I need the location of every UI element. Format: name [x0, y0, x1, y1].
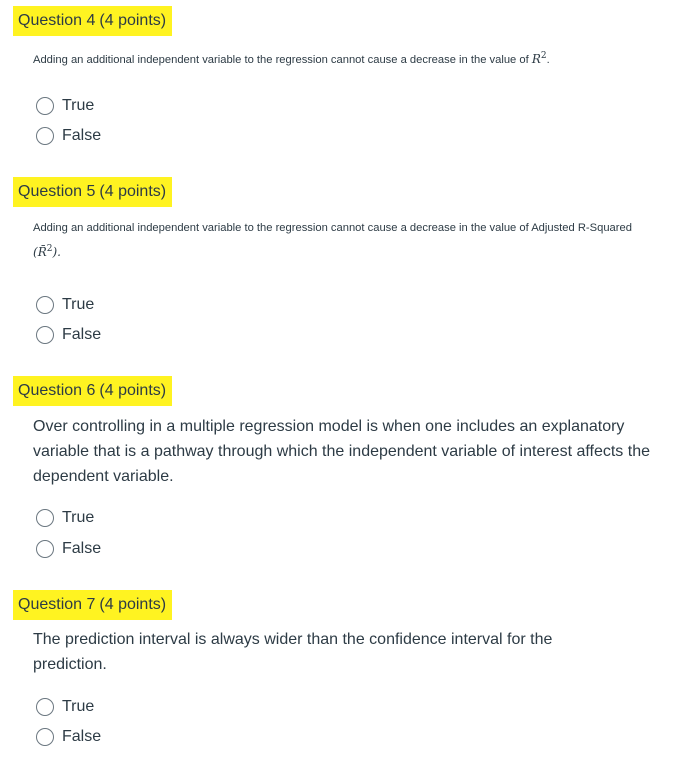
- question-6-option-true[interactable]: [36, 507, 94, 529]
- question-7-header: [13, 590, 172, 620]
- math-base: R̄: [37, 245, 47, 259]
- question-5-math-adj-r2: [33, 245, 61, 259]
- question-7-title: Question 7: [18, 596, 96, 613]
- radio-button[interactable]: [36, 97, 54, 115]
- math-sup: 2: [540, 51, 547, 61]
- option-label: True: [62, 698, 95, 715]
- question-6-text: Over controlling in a multiple regression model is when one includes an explanatory variable that is a pathway through which the independent variable of interest affects the dependent variable.: [33, 418, 650, 485]
- question-6-header: [13, 376, 172, 406]
- question-5-points: (4 points): [99, 183, 167, 200]
- question-5-option-true[interactable]: [36, 294, 94, 316]
- question-5-header: [13, 177, 172, 207]
- radio-button[interactable]: [36, 296, 54, 314]
- question-7-option-false[interactable]: [36, 726, 101, 748]
- radio-button[interactable]: [36, 127, 54, 145]
- question-5-title: Question 5: [18, 183, 96, 200]
- math-base: R: [531, 52, 541, 66]
- question-5-option-false[interactable]: [36, 324, 101, 346]
- option-label: False: [62, 127, 102, 144]
- question-4-math-r2: [532, 52, 547, 66]
- question-4-points: (4 points): [99, 12, 167, 29]
- option-label: False: [62, 540, 102, 557]
- option-label: False: [62, 326, 102, 343]
- option-label: False: [62, 728, 102, 745]
- option-label: True: [62, 509, 95, 526]
- radio-button[interactable]: [36, 540, 54, 558]
- question-4-text-end: .: [546, 54, 550, 66]
- question-4-header: [13, 6, 172, 36]
- question-6-option-false[interactable]: [36, 538, 101, 560]
- question-6-points: (4 points): [99, 382, 167, 399]
- question-4-text-main: Adding an additional independent variable to the regression cannot cause a decrease in the value of: [33, 54, 532, 66]
- radio-button[interactable]: [36, 509, 54, 527]
- question-4-text: [33, 46, 678, 71]
- question-7-points: (4 points): [99, 596, 167, 613]
- question-5-text-main: Adding an additional independent variable to the regression cannot cause a decrease in the value of Adjusted R-Squared: [33, 222, 632, 234]
- question-4-option-true[interactable]: [36, 95, 94, 117]
- math-close: ).: [52, 245, 61, 259]
- question-4-option-false[interactable]: [36, 125, 101, 147]
- question-7-option-true[interactable]: [36, 696, 94, 718]
- question-7-text: The prediction interval is always wider than the confidence interval for the prediction.: [33, 631, 553, 673]
- question-5-text: [33, 218, 678, 264]
- question-4-title: Question 4: [18, 12, 96, 29]
- radio-button[interactable]: [36, 728, 54, 746]
- question-6-title: Question 6: [18, 382, 96, 399]
- math-open: (: [33, 245, 38, 259]
- option-label: True: [62, 296, 95, 313]
- math-sup: 2: [46, 244, 53, 254]
- radio-button[interactable]: [36, 698, 54, 716]
- radio-button[interactable]: [36, 326, 54, 344]
- option-label: True: [62, 97, 95, 114]
